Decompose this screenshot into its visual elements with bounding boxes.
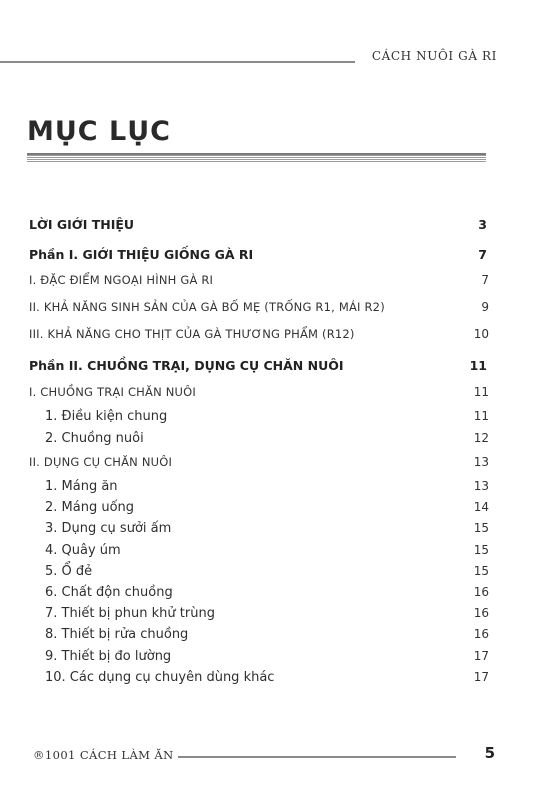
toc-entry-page: 17 (473, 670, 489, 684)
series-title: ®1001 CÁCH LÀM ĂN (33, 748, 174, 762)
toc-entry-item[interactable] (0, 406, 537, 426)
toc-entry-page: 13 (473, 479, 489, 493)
toc-entry-label: 6. Chất độn chuồng (45, 584, 173, 600)
toc-entry-label: 2. Máng uống (45, 499, 135, 515)
toc-entry-label: 3. Dụng cụ sưởi ấm (45, 520, 172, 536)
toc-entry-page: 7 (481, 273, 489, 287)
toc-entry-page: 16 (473, 627, 489, 641)
toc-entry-page: 3 (478, 216, 487, 232)
toc-entry-label: 8. Thiết bị rửa chuồng (45, 626, 189, 642)
toc-entry-page: 9 (481, 300, 489, 314)
toc-entry-page: 12 (473, 431, 489, 445)
toc-entry-section[interactable] (0, 297, 537, 317)
toc-entry-label: Phần II. CHUỒNG TRẠI, DỤNG CỤ CHĂN NUÔI (29, 357, 344, 373)
toc-entry-page: 16 (473, 585, 489, 599)
toc-entry-label: III. KHẢ NĂNG CHO THỊT CỦA GÀ THƯƠNG PHẨM (R12) (29, 327, 355, 341)
toc-entry-section[interactable] (0, 270, 537, 290)
toc-entry-page: 16 (473, 606, 489, 620)
toc-entry-label: I. CHUỒNG TRẠI CHĂN NUÔI (29, 385, 197, 399)
toc-entry-label: 4. Quây úm (45, 542, 121, 558)
toc-entry-section[interactable] (0, 324, 537, 344)
toc-entry-label: I. ĐẶC ĐIỂM NGOẠI HÌNH GÀ RI (29, 273, 214, 287)
toc-entry-page: 11 (469, 357, 487, 373)
toc-entry-label: 9. Thiết bị đo lường (45, 648, 172, 664)
toc-entry-page: 11 (473, 385, 489, 399)
toc-entry-item[interactable] (0, 497, 537, 517)
toc-entry-item[interactable] (0, 561, 537, 581)
toc-entry-page: 15 (473, 521, 489, 535)
toc-entry-label: II. DỤNG CỤ CHĂN NUÔI (29, 455, 173, 469)
running-title: CÁCH NUÔI GÀ RI (371, 49, 497, 63)
toc-entry-page: 10 (473, 327, 489, 341)
toc-entry-part-2[interactable] (0, 355, 537, 375)
toc-entry-page: 13 (473, 455, 489, 469)
toc-entry-item[interactable] (0, 476, 537, 496)
toc-entry-label: 10. Các dụng cụ chuyên dùng khác (45, 669, 275, 685)
toc-entry-label: LỜI GIỚI THIỆU (29, 216, 135, 232)
toc-entry-item[interactable] (0, 428, 537, 448)
toc-entry-label: 2. Chuồng nuôi (45, 430, 144, 446)
toc-entry-label: 5. Ổ đẻ (45, 563, 93, 579)
toc-heading: MỤC LỤC (27, 116, 171, 147)
toc-entry-section[interactable] (0, 382, 537, 402)
toc-entry-page: 11 (473, 409, 489, 423)
toc-entry-label: 1. Điều kiện chung (45, 408, 168, 424)
toc-entry-page: 14 (473, 500, 489, 514)
toc-entry-page: 7 (478, 246, 487, 262)
footer-rule (178, 756, 456, 758)
toc-entry-part-1[interactable] (0, 244, 537, 264)
page-number: 5 (484, 744, 495, 762)
toc-entry-item[interactable] (0, 624, 537, 644)
toc-entry-label: II. KHẢ NĂNG SINH SẢN CỦA GÀ BỐ MẸ (TRỐNG R1, MÁI R2) (29, 300, 385, 314)
toc-entry-page: 15 (473, 564, 489, 578)
toc-entry-page: 15 (473, 543, 489, 557)
toc-entry-label: 1. Máng ăn (45, 478, 118, 494)
toc-entry-label: Phần I. GIỚI THIỆU GIỐNG GÀ RI (29, 246, 254, 262)
toc-entry-item[interactable] (0, 646, 537, 666)
toc-entry-page: 17 (473, 649, 489, 663)
toc-entry-section[interactable] (0, 452, 537, 472)
toc-entry-label: 7. Thiết bị phun khử trùng (45, 605, 215, 621)
toc-entry-item[interactable] (0, 667, 537, 687)
toc-entry-item[interactable] (0, 518, 537, 538)
toc-entry-item[interactable] (0, 540, 537, 560)
toc-entry-introduction[interactable] (0, 214, 537, 234)
toc-entry-item[interactable] (0, 603, 537, 623)
toc-entry-item[interactable] (0, 582, 537, 602)
